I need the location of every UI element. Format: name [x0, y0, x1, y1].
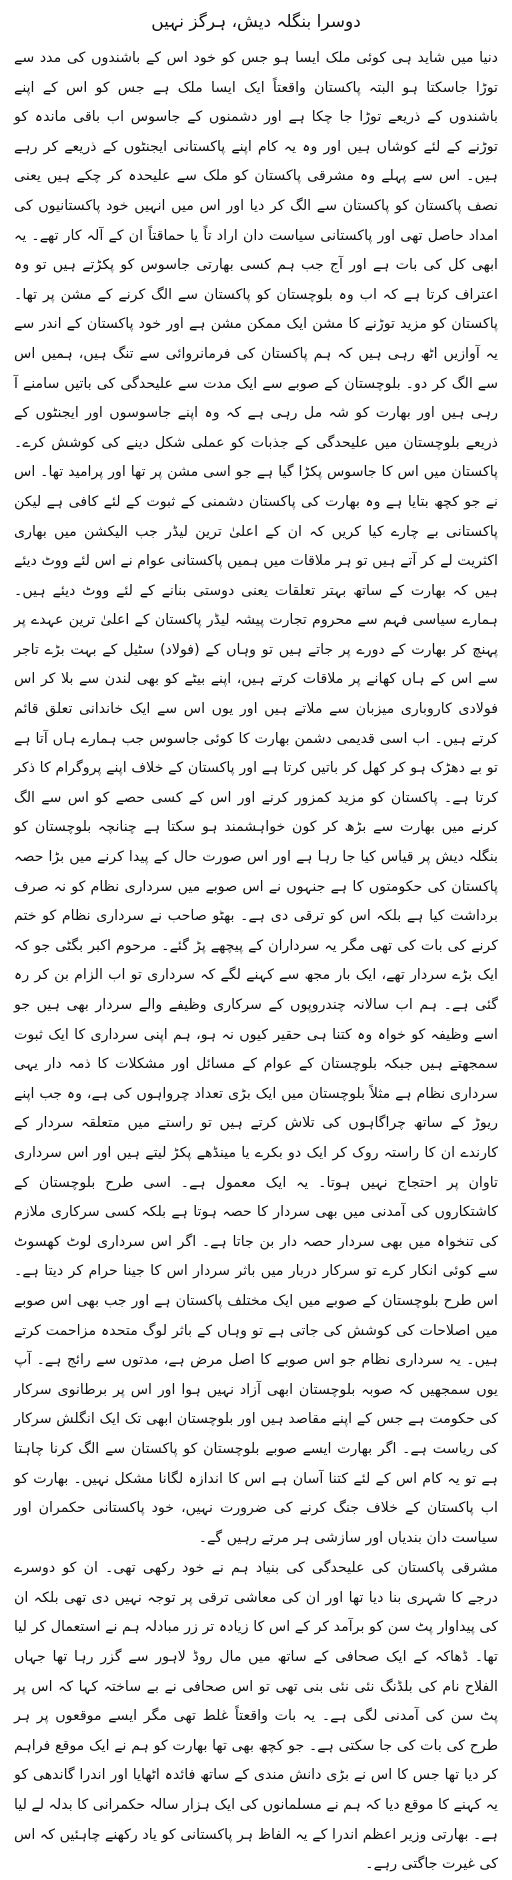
newspaper-column	[14, 0, 498, 1873]
article-title: دوسرا بنگلہ دیش، ہرگز نہیں	[151, 12, 361, 32]
article-body	[14, 44, 498, 1880]
article-paragraph-2: مشرقی پاکستان کی علیحدگی کی بنیاد ہم نے خود رکھی تھی۔ ان کو دوسرے درجے کا شہری بنا دیا تھا اور ان کی معاشی ترقی پر توجہ نہیں دی تھی بلکہ ان کی پیداوار پٹ سن کو برآمد کر کے اس کا زیادہ تر زر مبادلہ ہم نے استعمال کر لیا تھا۔ ڈھاکہ کے ایک صحافی کے ساتھ میں مال روڈ لاہور سے گزر رہا تھا جہاں الفلاح نام کی بلڈنگ نئی نئی بنی تھی تو اس صحافی نے بے ساختہ کہا کہ اس پر پٹ سن کی آمدنی لگی ہے۔ یہ بات واقعتاً غلط تھی مگر ایسے موقعوں پر ہر طرح کی بات کی جا سکتی ہے۔ جو کچھ بھی تھا بھارت کو ہم نے ایک موقع فراہم کر دیا تھا جس کا اس نے بڑی دانش مندی کے ساتھ فائدہ اٹھایا اور اندرا گاندھی کو یہ کہنے کا موقع دیا کہ ہم نے مسلمانوں کی ایک ہزار سالہ حکمرانی کا بدلہ لے لیا ہے۔ بھارتی وزیر اعظم اندرا کے یہ الفاظ ہر پاکستانی کو یاد رکھنے چاہئیں کہ اس کی غیرت جاگتی رہے۔	[14, 1560, 498, 1873]
article-paragraph-1: دنیا میں شاید ہی کوئی ملک ایسا ہو جس کو خود اس کے باشندوں کی مدد سے توڑا جاسکتا ہو البتہ پاکستان واقعتاً ایک ایسا ملک ہے جس کو اس کے اپنے باشندوں کے ذریعے توڑا جا چکا ہے اور دشمنوں کے جاسوس اب باقی ماندہ کو توڑنے کے لئے کوشاں ہیں اور وہ یہ کام اپنے پاکستانی ایجنٹوں کے ذریعے کر رہے ہیں۔ اس سے پہلے وہ مشرقی پاکستان کو ملک سے علیحدہ کر چکے ہیں یعنی نصف پاکستان کو پاکستان سے الگ کر دیا اور اس میں انہیں خود پاکستانیوں کی امداد حاصل تھی اور پاکستانی سیاست دان اراد تاً یا حماقتاً ان کے آلہ کار تھے۔ یہ ابھی کل کی بات ہے اور آج جب ہم کسی بھارتی جاسوس کو پکڑتے ہیں تو وہ اعتراف کرتا ہے کہ اب وہ بلوچستان کو پاکستان سے الگ کرنے کے مشن پر تھا۔ پاکستان کو مزید توڑنے کا مشن ایک ممکن مشن ہے اور خود پاکستان کے اندر سے یہ آوازیں اٹھ رہی ہیں کہ ہم پاکستان کی فرمانروائی سے تنگ ہیں، ہمیں اس سے الگ کر دو۔ بلوچستان کے صوبے سے ایک مدت سے علیحدگی کی باتیں سامنے آ رہی ہیں اور بھارت کو شہ مل رہی ہے کہ وہ اپنے جاسوسوں اور ایجنٹوں کے ذریعے بلوچستان میں علیحدگی کے جذبات کو عملی شکل دینے کی کوشش کرے۔ پاکستان میں اس کا جاسوس پکڑا گیا ہے جو اسی مشن پر تھا اور پرامید تھا۔ اس نے جو کچھ بتایا ہے وہ بھارت کی پاکستان دشمنی کے ثبوت کے لئے کافی ہے لیکن پاکستانی بے چارے کیا کریں کہ ان کے اعلیٰ ترین لیڈر جب الیکشن میں بھاری اکثریت لے کر آتے ہیں تو ہر ملاقات میں ہمیں پاکستانی عوام نے اس لئے ووٹ دیئے ہیں کہ بھارت کے ساتھ بہتر تعلقات یعنی دوستی بنانے کے لئے ووٹ دیئے ہیں۔ ہمارے سیاسی فہم سے محروم تجارت پیشہ لیڈر پاکستان کے اعلیٰ ترین عہدے پر پہنچ کر بھارت کے دورے پر جاتے ہیں تو وہاں کے (فولاد) سٹیل کے بہت بڑے تاجر سے اس کے ہاں کھانے پر ملاقات کرتے ہیں، اپنے بیٹے کو بھی لندن سے بلا کر اس فولادی کاروباری میزبان سے ملاتے ہیں اور یوں اس سے ایک خاندانی تعلق قائم کرتے ہیں۔ اب اسی قدیمی دشمن بھارت کا کوئی جاسوس جب ہمارے ہاں آتا ہے تو بے دھڑک ہو کر کھل کر باتیں کرتا ہے اور پاکستان کے خلاف اپنے پروگرام کا ذکر کرتا ہے۔ پاکستان کو مزید کمزور کرنے اور اس کے کسی حصے کو اس سے الگ کرنے میں بھارت سے بڑھ کر کون خواہشمند ہو سکتا ہے چنانچہ بلوچستان کو بنگلہ دیش پر قیاس کیا جا رہا ہے اور اس صورت حال کے پیدا کرنے میں بڑا حصہ پاکستان کی حکومتوں کا ہے جنہوں نے اس صوبے میں سرداری نظام کو نہ صرف برداشت کیا ہے بلکہ اس کو ترقی دی ہے۔ بھٹو صاحب نے سرداری نظام کو ختم کرنے کی بات کی تھی مگر یہ سرداران کے پیچھے پڑ گئے۔ مرحوم اکبر بگٹی جو کہ ایک بڑے سردار تھے، ایک بار مجھ سے کہنے لگے کہ سرداری تو اب الزام بن کر رہ گئی ہے۔ ہم اب سالانہ چندروپوں کے سرکاری وظیفے والے سردار بھی ہیں جو اسے وظیفہ کو خواہ وہ کتنا ہی حقیر کیوں نہ ہو، ہم اپنی سرداری کا ایک ثبوت سمجھتے ہیں جبکہ بلوچستان کے عوام کے مسائل اور مشکلات کا ذمہ دار یہی سرداری نظام ہے مثلاً بلوچستان میں ایک بڑی تعداد چرواہوں کی ہے، وہ جب اپنے ریوڑ کے ساتھ چراگاہوں کی تلاش کرتے ہیں تو راستے میں متعلقہ سردار کے کارندے ان کا راستہ روک کر ایک دو بکرے یا مینڈھے پکڑ لیتے ہیں اور اس سرداری تاوان پر احتجاج نہیں ہوتا۔ یہ ایک معمول ہے۔ اسی طرح بلوچستان کے کاشتکاروں کی آمدنی میں بھی سردار کا حصہ ہوتا ہے بلکہ کسی سرکاری ملازم کی تنخواہ میں بھی سردار حصہ دار بن جاتا ہے۔ اگر اس سرداری لوٹ کھسوٹ سے کوئی انکار کرے تو سرکار دربار میں باثر سردار اس کا جینا حرام کر دیتا ہے۔ اس طرح بلوچستان کے صوبے میں ایک مختلف پاکستان ہے اور جب بھی اس صوبے میں اصلاحات کی کوشش کی جاتی ہے تو وہاں کے باثر لوگ متحدہ مزاحمت کرتے ہیں۔ یہ سرداری نظام جو اس صوبے کا اصل مرض ہے، مدتوں سے رائج ہے۔ آپ یوں سمجھیں کہ صوبہ بلوچستان ابھی آزاد نہیں ہوا اور اس پر برطانوی سرکار کی حکومت ہے جس کے اپنے مقاصد ہیں اور بلوچستان ابھی تک ایک انگلش سرکار کی ریاست ہے۔ اگر بھارت ایسے صوبے بلوچستان کو پاکستان سے الگ کرنا چاہتا ہے تو یہ کام اس کے لئے کتنا آسان ہے اس کا اندازہ لگانا مشکل نہیں۔ بھارت کو اب پاکستان کے خلاف جنگ کرنے کی ضرورت نہیں، خود پاکستانی حکمران اور سیاست دان بندیاں اور سازشی ہر مرتے رہیں گے۔	[14, 50, 498, 1546]
